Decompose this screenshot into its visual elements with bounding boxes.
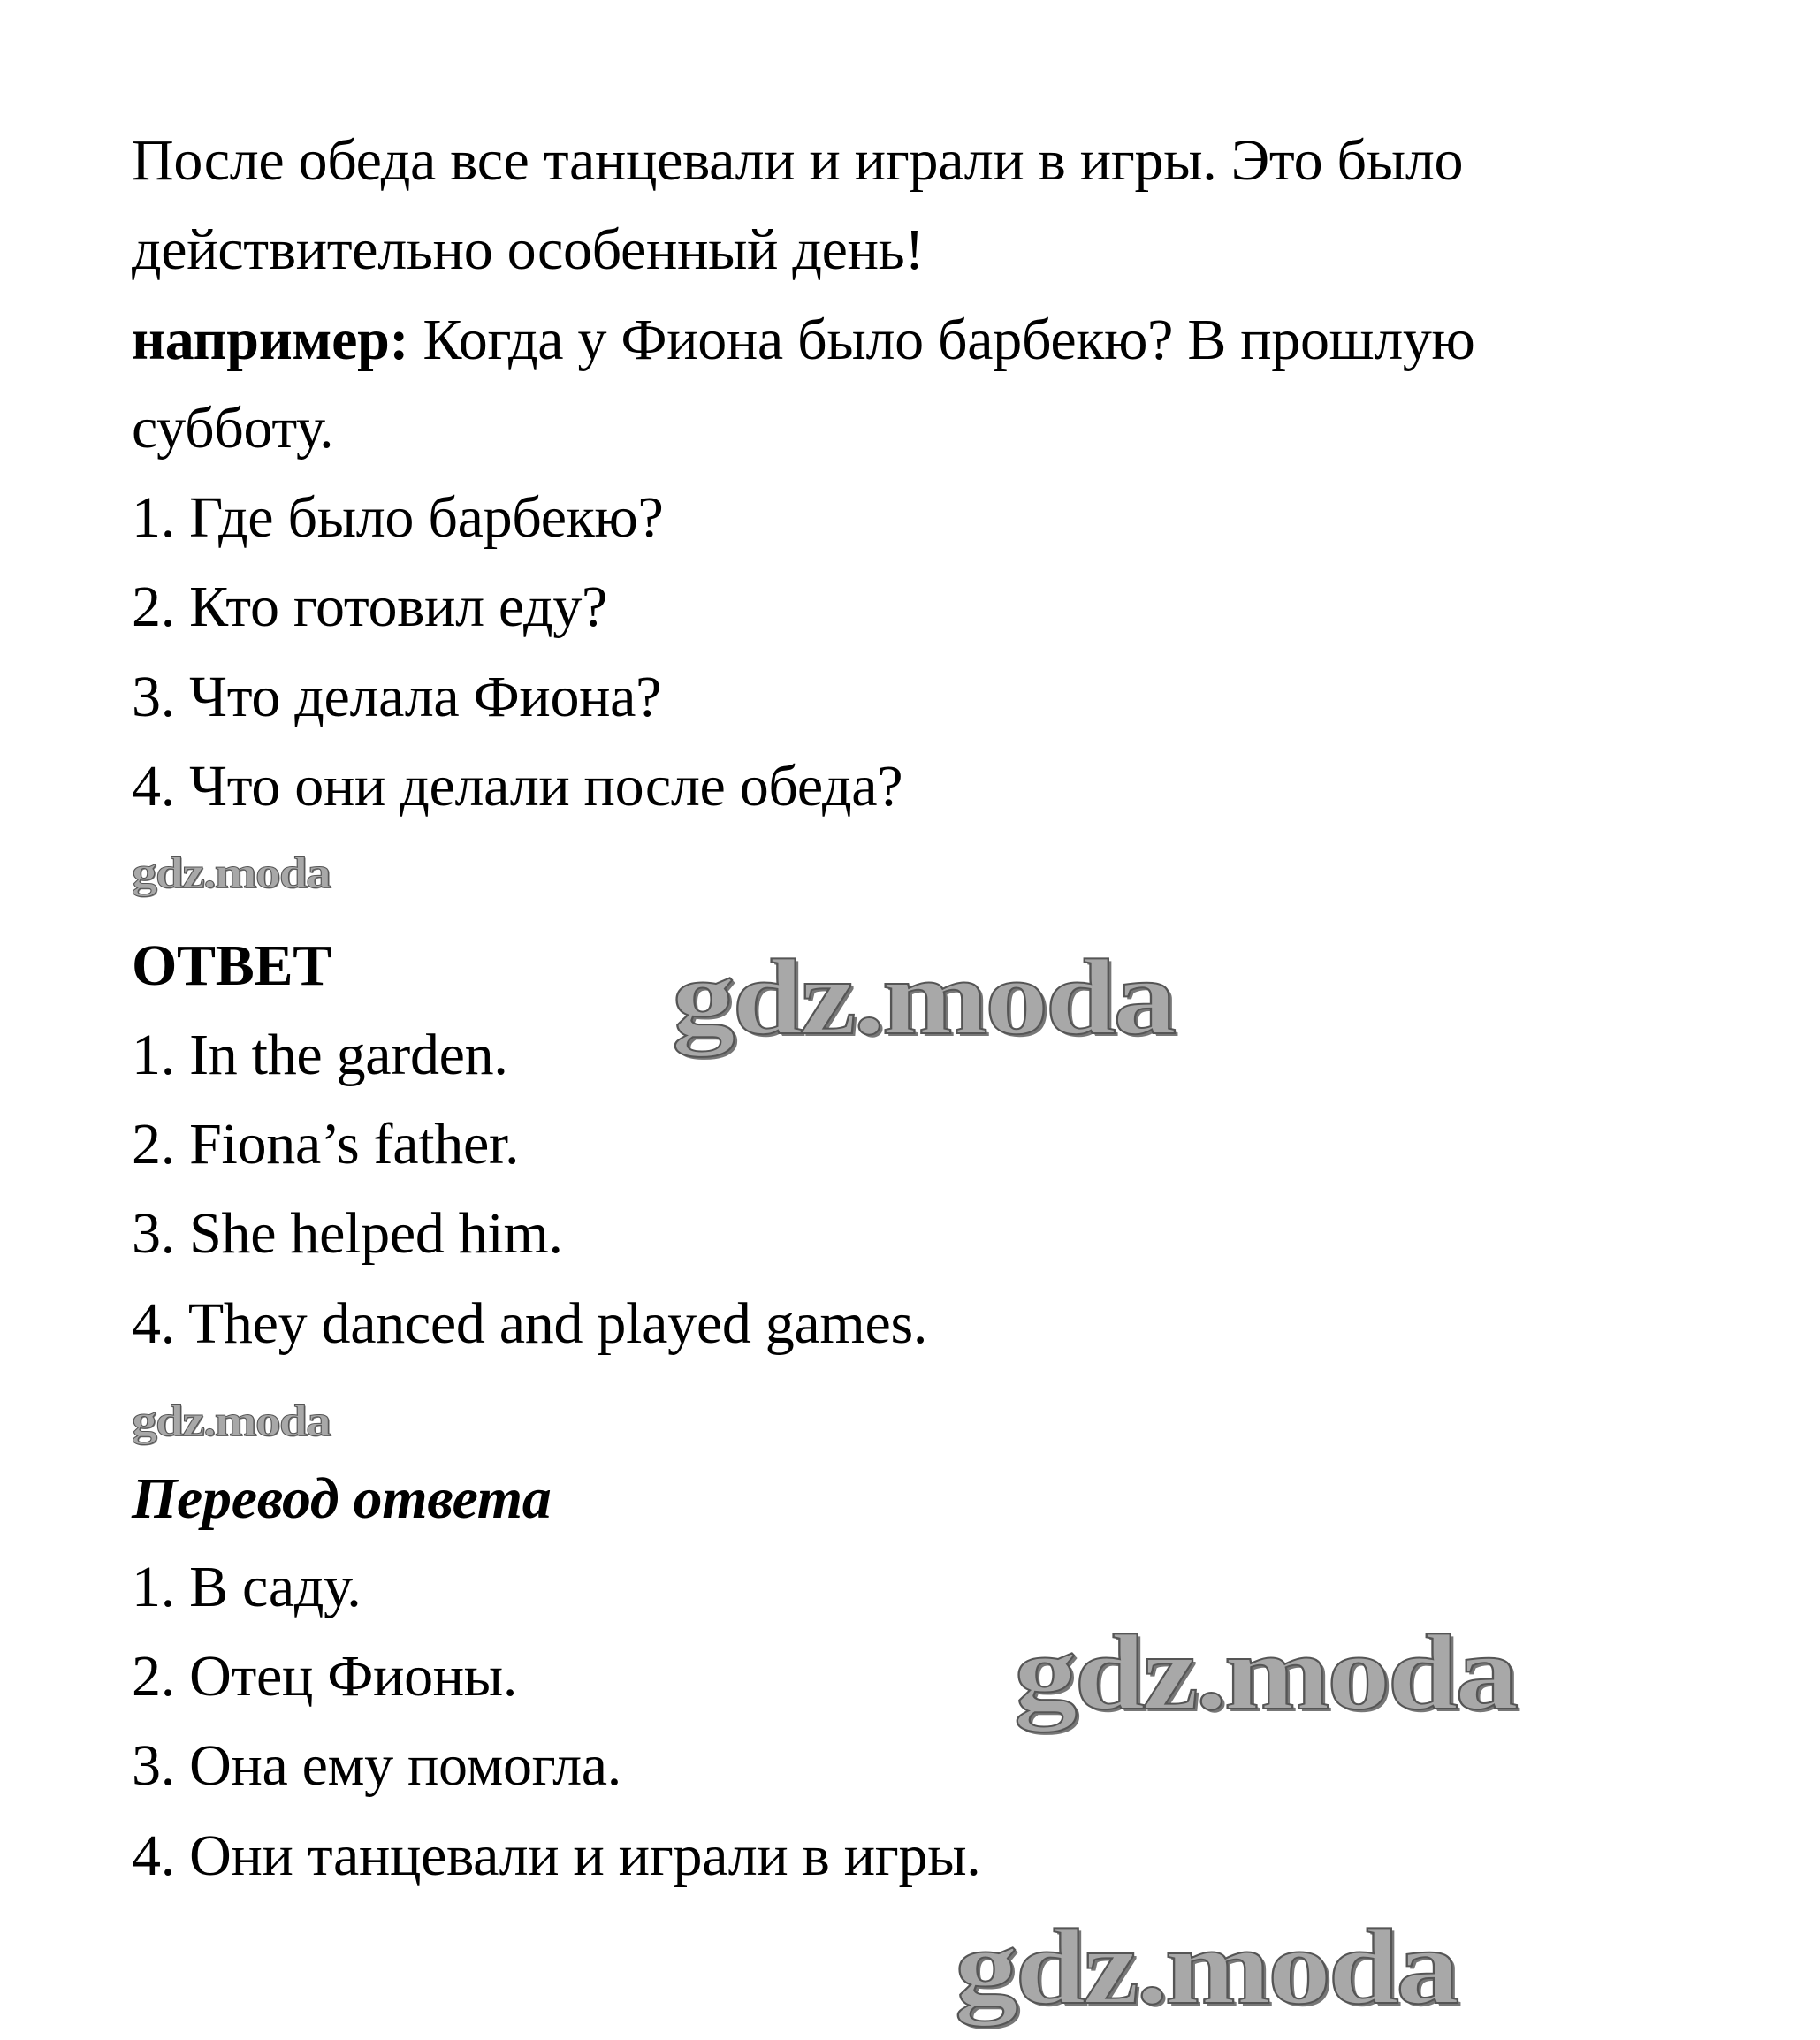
answer-3: 3. She helped him.: [132, 1201, 563, 1266]
answer-4: 4. They danced and played games.: [132, 1291, 928, 1356]
watermark-logo: gdz.moda: [955, 1907, 1457, 2027]
watermark-logo-small: gdz.moda: [132, 1396, 331, 1445]
translation-4: 4. Они танцевали и играли в игры.: [132, 1823, 981, 1888]
answer-1: 1. In the garden.: [132, 1023, 508, 1087]
watermark-logo: gdz.moda: [1014, 1613, 1516, 1732]
answer-heading: ОТВЕТ: [132, 933, 331, 998]
translation-heading: Перевод ответа: [132, 1466, 552, 1531]
watermark-logo: gdz.moda: [672, 938, 1174, 1057]
example-line: [132, 308, 1475, 372]
example-label: например:: [132, 308, 409, 372]
question-2: 2. Кто готовил еду?: [132, 575, 608, 639]
watermark-logo-small: gdz.moda: [132, 848, 331, 897]
question-4: 4. Что они делали после обеда?: [132, 754, 903, 818]
translation-3: 3. Она ему помогла.: [132, 1733, 621, 1798]
question-1: 1. Где было барбекю?: [132, 485, 664, 550]
answer-2: 2. Fiona’s father.: [132, 1112, 520, 1176]
intro-line-2: действительно особенный день!: [132, 217, 925, 282]
example-text: Когда у Фиона было барбекю? В прошлую: [408, 308, 1475, 372]
translation-1: 1. В саду.: [132, 1555, 362, 1619]
intro-line-1: После обеда все танцевали и играли в игры. Это было: [132, 128, 1464, 193]
example-continuation: субботу.: [132, 396, 334, 461]
question-3: 3. Что делала Фиона?: [132, 665, 662, 729]
translation-2: 2. Отец Фионы.: [132, 1644, 518, 1709]
